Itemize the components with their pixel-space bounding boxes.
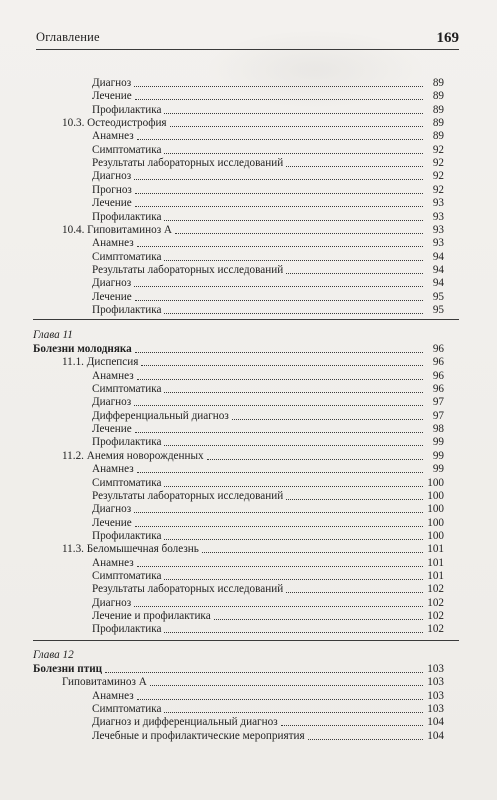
dot-leader [286, 165, 423, 167]
toc-entry-title: Диагноз [92, 77, 132, 89]
toc-subsection-entry [92, 689, 444, 703]
toc-subsection-entry [92, 76, 444, 90]
toc-entry-title: Результаты лабораторных исследований [92, 157, 284, 170]
dot-leader [164, 485, 423, 487]
dot-leader [150, 684, 423, 686]
toc-entry-title: Дифференциальный диагноз [92, 409, 229, 422]
toc-subsection-entry [92, 103, 444, 117]
toc-page-number: 89 [432, 130, 444, 143]
toc-subsection-entry [92, 369, 444, 383]
toc-subsection-entry [92, 395, 444, 409]
dot-leader [105, 671, 423, 673]
toc-page-number: 102 [427, 610, 444, 622]
toc-entry-title: Прогноз [92, 183, 132, 196]
dot-leader [175, 232, 423, 234]
toc-subsection-entry [92, 236, 444, 250]
dot-leader [164, 259, 423, 261]
dot-leader [286, 498, 423, 500]
dot-leader [137, 138, 423, 140]
toc-subsection-entry [92, 143, 444, 157]
toc-subsection-entry [92, 622, 444, 636]
toc-entry-title: Лечение [92, 516, 132, 529]
toc-subsection-entry [92, 409, 444, 423]
toc-entry-title: 11.2. Анемия новорожденных [62, 449, 204, 462]
toc-subsection-entry [92, 250, 444, 264]
toc-entry-title: Лечение и профилактика [92, 610, 211, 622]
toc-page-number: 99 [432, 436, 444, 449]
toc-page-number: 94 [432, 263, 444, 276]
toc-entry-title: Диагноз и дифференциальный диагноз [92, 716, 278, 729]
toc-section-entry [62, 675, 444, 689]
toc-page-number: 100 [427, 529, 444, 542]
dot-leader [202, 551, 423, 553]
toc-entry-title: Диагноз [92, 596, 132, 609]
toc-subsection-entry [92, 210, 444, 224]
toc-page-number: 100 [427, 516, 444, 529]
dot-leader [135, 351, 423, 353]
dot-leader [308, 738, 423, 740]
toc-entry-title: Болезни птиц [33, 663, 103, 675]
dot-leader [134, 605, 423, 607]
toc-entry-title: Анамнез [92, 130, 134, 143]
toc-page-number: 98 [432, 423, 444, 436]
dot-leader [135, 98, 423, 100]
toc-subsection-entry [92, 303, 444, 317]
toc-entry-title: Лечение [92, 290, 132, 303]
dot-leader [164, 219, 423, 221]
dot-leader [164, 152, 423, 154]
toc-subsection-entry [92, 422, 444, 436]
toc-subsection-entry [92, 569, 444, 583]
dot-leader [134, 511, 423, 513]
toc-entry-title: Лечебные и профилактические мероприятия [92, 729, 305, 742]
toc-entry-title: 10.4. Гиповитаминоз А [62, 223, 172, 236]
toc-page-number: 103 [427, 663, 444, 675]
toc-page-number: 104 [427, 716, 444, 729]
toc-subsection-entry [92, 382, 444, 396]
toc-entry-title: Профилактика [92, 436, 162, 449]
toc-page-number: 100 [427, 503, 444, 516]
toc-subsection-entry [92, 556, 444, 570]
dot-leader [164, 391, 423, 393]
toc-entry-title: Болезни молодняка [33, 343, 132, 355]
toc-subsection-entry [92, 476, 444, 490]
toc-entry-title: Симптоматика [92, 569, 162, 582]
dot-leader [214, 618, 423, 620]
dot-leader [137, 245, 423, 247]
toc-chapter-entry [33, 342, 444, 356]
toc-page-number: 96 [432, 369, 444, 382]
toc-entry-title: Симптоматика [92, 703, 162, 716]
toc-entry-title: Анамнез [92, 556, 134, 569]
toc-entry-title: Симптоматика [92, 383, 162, 396]
dot-leader [137, 378, 423, 380]
toc-entry-title: 10.3. Остеодистрофия [62, 117, 167, 130]
toc-entry-title: Профилактика [92, 103, 162, 116]
toc-page-number: 101 [427, 543, 444, 556]
dot-leader [164, 312, 423, 314]
toc-page-number: 103 [427, 703, 444, 716]
toc-subsection-entry [92, 489, 444, 503]
toc-section-entry [62, 223, 444, 237]
toc-page-number: 103 [427, 689, 444, 702]
toc-page-number: 100 [427, 489, 444, 502]
toc-page-number: 95 [432, 290, 444, 303]
toc-subsection-entry [92, 609, 444, 623]
dot-leader [137, 565, 423, 567]
toc-entry-title: Профилактика [92, 210, 162, 223]
dot-leader [134, 404, 423, 406]
toc-entry-title: Анамнез [92, 463, 134, 476]
toc-page-number: 100 [427, 476, 444, 489]
toc-page-number: 102 [427, 596, 444, 609]
toc-page-number: 103 [427, 676, 444, 689]
toc-entry-title: Лечение [92, 90, 132, 103]
toc-page-number: 93 [432, 210, 444, 223]
toc-entry-title: Диагноз [92, 170, 132, 183]
toc-entry-title: Симптоматика [92, 476, 162, 489]
toc-page-number: 96 [432, 343, 444, 355]
dot-leader [286, 591, 423, 593]
toc-section-entry [62, 449, 444, 463]
dot-leader [170, 125, 423, 127]
toc-page-number: 104 [427, 729, 444, 742]
toc-subsection-entry [92, 582, 444, 596]
chapter-label: Глава 12 [33, 649, 74, 661]
toc-entry-title: Лечение [92, 197, 132, 210]
toc-entry-title: Симптоматика [92, 143, 162, 156]
toc-subsection-entry [92, 156, 444, 170]
toc-entry-title: Результаты лабораторных исследований [92, 583, 284, 596]
toc-subsection-entry [92, 290, 444, 304]
toc-page-number: 92 [432, 143, 444, 156]
dot-leader [141, 364, 423, 366]
toc-page-number: 89 [432, 77, 444, 89]
toc-entry-title: Анамнез [92, 237, 134, 250]
toc-section-entry [62, 542, 444, 556]
chapter-label: Глава 11 [33, 329, 73, 341]
toc-subsection-entry [92, 502, 444, 516]
dot-leader [281, 724, 423, 726]
dot-leader [137, 698, 423, 700]
toc-page-number: 93 [432, 237, 444, 250]
toc-page-number: 96 [432, 356, 444, 369]
toc-entry-title: Диагноз [92, 503, 132, 516]
toc-subsection-entry [92, 462, 444, 476]
toc-subsection-entry [92, 516, 444, 530]
toc-entry-title: Анамнез [92, 689, 134, 702]
dot-leader [164, 631, 423, 633]
dot-leader [135, 205, 423, 207]
toc-subsection-entry [92, 196, 444, 210]
toc-page-number: 99 [432, 449, 444, 462]
toc-entry-title: Профилактика [92, 529, 162, 542]
toc-subsection-entry [92, 129, 444, 143]
dot-leader [135, 525, 423, 527]
toc-subsection-entry [92, 715, 444, 729]
toc-entry-title: Лечение [92, 423, 132, 436]
toc-entry-title: 11.3. Беломышечная болезнь [62, 543, 199, 556]
toc-subsection-entry [92, 435, 444, 449]
toc-entry-title: Результаты лабораторных исследований [92, 263, 284, 276]
dot-leader [207, 458, 423, 460]
header-title: Оглавление [36, 30, 100, 44]
toc-page-number: 101 [427, 556, 444, 569]
toc-page-number: 93 [432, 197, 444, 210]
toc-entry-title: Диагноз [92, 277, 132, 290]
toc-page-number: 97 [432, 396, 444, 409]
toc-page-number: 95 [432, 303, 444, 316]
header-page-number: 169 [436, 30, 459, 46]
toc-page-number: 102 [427, 583, 444, 596]
toc-entry-title: Гиповитаминоз А [62, 676, 147, 689]
dot-leader [134, 178, 423, 180]
toc-subsection-entry [92, 729, 444, 743]
dot-leader [164, 538, 423, 540]
toc-subsection-entry [92, 596, 444, 610]
toc-entry-title: 11.1. Диспепсия [62, 356, 139, 369]
dot-leader [134, 85, 423, 87]
toc-subsection-entry [92, 183, 444, 197]
toc-entry-title: Симптоматика [92, 250, 162, 263]
toc-page-number: 89 [432, 117, 444, 130]
toc-subsection-entry [92, 276, 444, 290]
toc-page-number: 89 [432, 103, 444, 116]
toc-page-number: 94 [432, 277, 444, 290]
dot-leader [164, 711, 423, 713]
toc-page-number: 89 [432, 90, 444, 103]
dot-leader [164, 112, 423, 114]
toc-entry-title: Результаты лабораторных исследований [92, 489, 284, 502]
dot-leader [164, 578, 423, 580]
toc-subsection-entry [92, 702, 444, 716]
toc-page-number: 99 [432, 463, 444, 476]
chapter-separator-line [33, 640, 459, 641]
toc-page-number: 92 [432, 170, 444, 183]
toc-page-number: 97 [432, 409, 444, 422]
toc-section-entry [62, 116, 444, 130]
toc-subsection-entry [92, 529, 444, 543]
dot-leader [135, 431, 423, 433]
toc-page-number: 92 [432, 183, 444, 196]
toc-page-number: 92 [432, 157, 444, 170]
toc-entry-title: Диагноз [92, 396, 132, 409]
dot-leader [164, 444, 423, 446]
toc-entry-title: Профилактика [92, 623, 162, 636]
toc-subsection-entry [92, 169, 444, 183]
toc-subsection-entry [92, 263, 444, 277]
toc-chapter-entry [33, 662, 444, 676]
chapter-separator-line [33, 319, 459, 320]
toc-subsection-entry [92, 89, 444, 103]
dot-leader [137, 471, 423, 473]
dot-leader [135, 299, 423, 301]
dot-leader [135, 192, 423, 194]
dot-leader [286, 272, 423, 274]
dot-leader [232, 418, 423, 420]
toc-page-number: 94 [432, 250, 444, 263]
dot-leader [134, 285, 423, 287]
toc-page-number: 101 [427, 569, 444, 582]
toc-page-number: 96 [432, 383, 444, 396]
toc-page-number: 93 [432, 223, 444, 236]
toc-section-entry [62, 355, 444, 369]
toc-entry-title: Профилактика [92, 303, 162, 316]
toc-entry-title: Анамнез [92, 369, 134, 382]
toc-page-number: 102 [427, 623, 444, 636]
